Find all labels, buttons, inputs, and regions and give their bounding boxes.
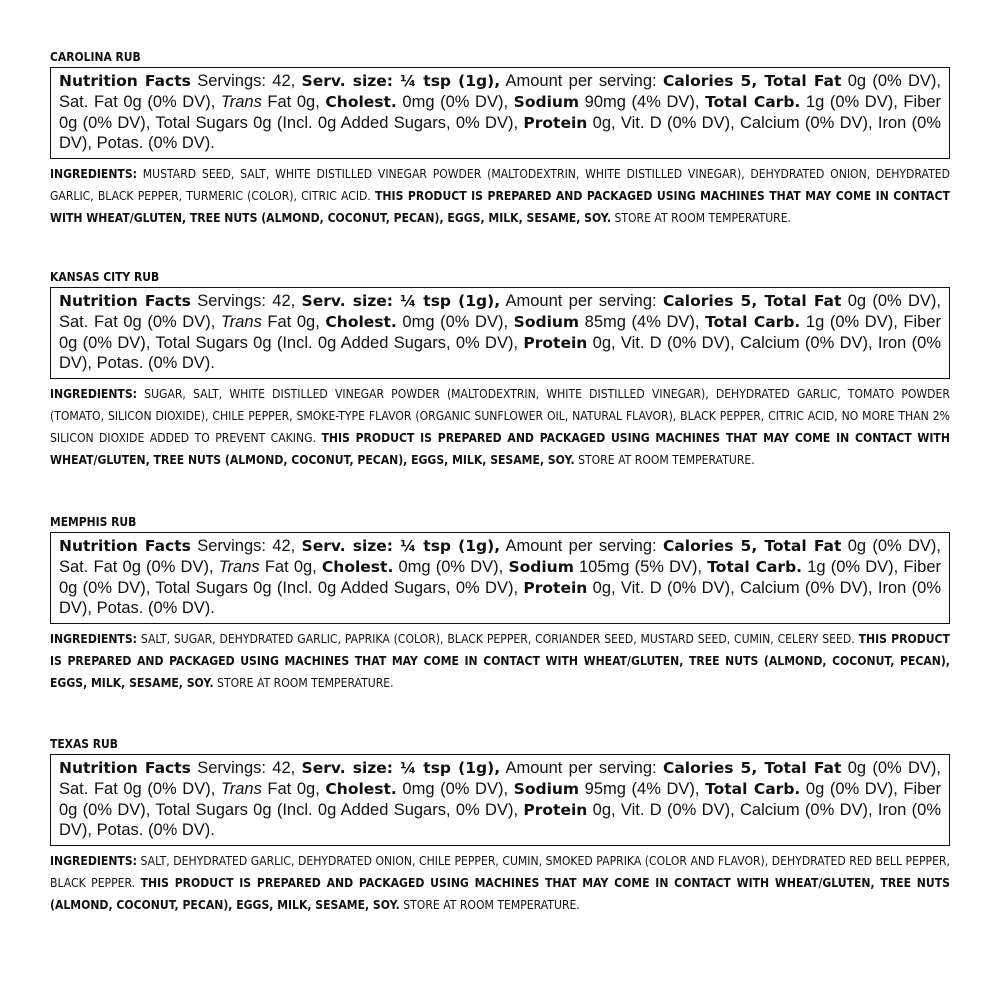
cholesterol-label: Cholest. — [321, 557, 394, 576]
sodium-value: 105mg (5% DV), — [573, 557, 708, 576]
cholesterol-value: 0mg (0% DV), — [393, 557, 509, 576]
protein-value: 0g, Vit. D (0% DV), Calcium (0% DV), Iron (0% DV), Potas. (0% DV). — [59, 113, 942, 153]
sodium-label: Sodium — [513, 779, 580, 798]
calories-fat-label: Calories 5, Total Fat — [662, 759, 842, 777]
nutrition-facts-box — [50, 754, 950, 846]
ingredients-label: INGREDIENTS: — [50, 167, 138, 183]
calories-fat-label: Calories 5, Total Fat — [662, 537, 842, 555]
ingredients-text — [50, 851, 950, 917]
servings-text: Servings: 42, — [190, 292, 302, 310]
cholesterol-value: 0mg (0% DV), — [396, 92, 514, 111]
ingredients-text — [50, 629, 950, 695]
storage-text: STORE AT ROOM TEMPERATURE. — [611, 211, 792, 227]
sodium-value: 90mg (4% DV), — [579, 92, 706, 111]
protein-label: Protein — [523, 800, 588, 819]
cholesterol-label: Cholest. — [325, 312, 397, 331]
carb-value: 1g (0% DV), Fiber 0g (0% DV), Total Sugars 0g (Incl. 0g Added Sugars, 0% DV), — [59, 312, 941, 352]
ingredients-list: SALT, SUGAR, DEHYDRATED GARLIC, PAPRIKA (COLOR), BLACK PEPPER, CORIANDER SEED, MUSTARD SEED, CUMIN, CELERY SEED. — [137, 632, 859, 648]
ingredients-list: SALT, DEHYDRATED GARLIC, DEHYDRATED ONION, CHILE PEPPER, CUMIN, SMOKED PAPRIKA (COLOR AND FLAVOR), DEHYDRATED RED BELL PEPPER, BLACK PEPPER. — [50, 854, 950, 892]
protein-label: Protein — [523, 113, 588, 132]
serving-size-label: Serv. size: ¼ tsp (1g), — [301, 759, 501, 777]
allergen-warning: THIS PRODUCT IS PREPARED AND PACKAGED USING MACHINES THAT MAY COME IN CONTACT WITH WHEAT/GLUTEN, TREE NUTS (ALMOND, COCONUT, PECAN), EGGS, MILK, SESAME, SOY. — [50, 876, 950, 914]
protein-value: 0g, Vit. D (0% DV), Calcium (0% DV), Iron (0% DV), Potas. (0% DV). — [59, 333, 942, 373]
protein-label: Protein — [523, 333, 588, 352]
nf-label: Nutrition Facts — [59, 72, 191, 90]
carb-value: 0g (0% DV), Fiber 0g (0% DV), Total Sugars 0g (Incl. 0g Added Sugars, 0% DV), — [59, 779, 941, 819]
trans-value: Fat 0g, — [261, 312, 326, 331]
amount-text: Amount per serving: — [500, 537, 663, 555]
serving-size-label: Serv. size: ¼ tsp (1g), — [301, 537, 501, 555]
nf-label: Nutrition Facts — [59, 537, 191, 555]
servings-text: Servings: 42, — [190, 759, 302, 777]
fat-value: 0g (0% DV), Sat. Fat 0g (0% DV), — [59, 759, 942, 798]
trans-value: Fat 0g, — [259, 557, 322, 576]
nf-label: Nutrition Facts — [59, 292, 191, 310]
amount-text: Amount per serving: — [500, 759, 663, 777]
amount-text: Amount per serving: — [500, 292, 663, 310]
trans-label: Trans — [220, 92, 262, 111]
ingredients-label: INGREDIENTS: — [50, 632, 138, 648]
rub-title: KANSAS CITY RUB — [50, 269, 160, 284]
carb-label: Total Carb. — [705, 92, 801, 111]
rub-title: TEXAS RUB — [50, 736, 118, 751]
cholesterol-value: 0mg (0% DV), — [396, 312, 514, 331]
trans-value: Fat 0g, — [261, 92, 326, 111]
sodium-label: Sodium — [513, 312, 580, 331]
amount-text: Amount per serving: — [500, 72, 663, 90]
protein-value: 0g, Vit. D (0% DV), Calcium (0% DV), Iron (0% DV), Potas. (0% DV). — [59, 578, 942, 618]
storage-text: STORE AT ROOM TEMPERATURE. — [399, 898, 580, 914]
rub-title: CAROLINA RUB — [50, 49, 141, 64]
ingredients-text — [50, 164, 950, 230]
trans-label: Trans — [218, 557, 260, 576]
sodium-value: 85mg (4% DV), — [579, 312, 706, 331]
section-memphis-rub — [50, 513, 950, 695]
allergen-warning: THIS PRODUCT IS PREPARED AND PACKAGED USING MACHINES THAT MAY COME IN CONTACT WITH WHEAT/GLUTEN, TREE NUTS (ALMOND, COCONUT, PECAN), EGGS, MILK, SESAME, SOY. — [50, 431, 950, 469]
ingredients-label: INGREDIENTS: — [50, 854, 138, 870]
protein-value: 0g, Vit. D (0% DV), Calcium (0% DV), Iron (0% DV), Potas. (0% DV). — [59, 800, 942, 840]
serving-size-label: Serv. size: ¼ tsp (1g), — [301, 292, 501, 310]
nutrition-facts-box — [50, 287, 950, 379]
section-texas-rub — [50, 735, 950, 917]
trans-value: Fat 0g, — [261, 779, 326, 798]
servings-text: Servings: 42, — [190, 537, 302, 555]
cholesterol-value: 0mg (0% DV), — [396, 779, 514, 798]
carb-label: Total Carb. — [705, 779, 801, 798]
carb-label: Total Carb. — [705, 312, 801, 331]
rub-title: MEMPHIS RUB — [50, 514, 137, 529]
servings-text: Servings: 42, — [190, 72, 302, 90]
calories-fat-label: Calories 5, Total Fat — [662, 72, 842, 90]
carb-value: 1g (0% DV), Fiber 0g (0% DV), Total Sugars 0g (Incl. 0g Added Sugars, 0% DV), — [59, 557, 941, 597]
calories-fat-label: Calories 5, Total Fat — [662, 292, 842, 310]
ingredients-text — [50, 384, 950, 472]
sodium-label: Sodium — [508, 557, 574, 576]
ingredients-label: INGREDIENTS: — [50, 387, 138, 403]
carb-label: Total Carb. — [707, 557, 803, 576]
ingredients-list: SUGAR, SALT, WHITE DISTILLED VINEGAR POWDER (MALTODEXTRIN, WHITE DISTILLED VINEGAR), DEHYDRATED GARLIC, TOMATO POWDER (TOMATO, SILICON DIOXIDE), CHILE PEPPER, SMOKE-TYPE FLAVOR (ORGANIC SUNFLOWER OIL, NATURAL FLAVOR), BLACK PEPPER, CITRIC ACID, NO MORE THAN 2% SILICON DIOXIDE ADDED TO PREVENT CAKING. — [50, 387, 950, 447]
nf-label: Nutrition Facts — [59, 759, 191, 777]
protein-label: Protein — [523, 578, 588, 597]
carb-value: 1g (0% DV), Fiber 0g (0% DV), Total Sugars 0g (Incl. 0g Added Sugars, 0% DV), — [59, 92, 941, 132]
sodium-value: 95mg (4% DV), — [579, 779, 706, 798]
ingredients-list: MUSTARD SEED, SALT, WHITE DISTILLED VINEGAR POWDER (MALTODEXTRIN, WHITE DISTILLED VINEGAR), DEHYDRATED ONION, DEHYDRATED GARLIC, BLACK PEPPER, TURMERIC (COLOR), CITRIC ACID. — [50, 167, 950, 205]
fat-value: 0g (0% DV), Sat. Fat 0g (0% DV), — [59, 292, 942, 331]
allergen-warning: THIS PRODUCT IS PREPARED AND PACKAGED USING MACHINES THAT MAY COME IN CONTACT WITH WHEAT/GLUTEN, TREE NUTS (ALMOND, COCONUT, PECAN), EGGS, MILK, SESAME, SOY. — [50, 632, 950, 692]
trans-label: Trans — [220, 312, 262, 331]
section-carolina-rub — [50, 48, 950, 230]
fat-value: 0g (0% DV), Sat. Fat 0g (0% DV), — [59, 72, 942, 111]
cholesterol-label: Cholest. — [325, 92, 397, 111]
fat-value: 0g (0% DV), Sat. Fat 0g (0% DV), — [59, 537, 942, 576]
storage-text: STORE AT ROOM TEMPERATURE. — [213, 676, 394, 692]
section-kansas-city-rub — [50, 268, 950, 472]
sodium-label: Sodium — [513, 92, 580, 111]
cholesterol-label: Cholest. — [325, 779, 397, 798]
storage-text: STORE AT ROOM TEMPERATURE. — [574, 453, 755, 469]
trans-label: Trans — [220, 779, 262, 798]
serving-size-label: Serv. size: ¼ tsp (1g), — [301, 72, 501, 90]
nutrition-facts-box — [50, 67, 950, 159]
nutrition-facts-box — [50, 532, 950, 624]
allergen-warning: THIS PRODUCT IS PREPARED AND PACKAGED USING MACHINES THAT MAY COME IN CONTACT WITH WHEAT/GLUTEN, TREE NUTS (ALMOND, COCONUT, PECAN), EGGS, MILK, SESAME, SOY. — [50, 189, 950, 227]
